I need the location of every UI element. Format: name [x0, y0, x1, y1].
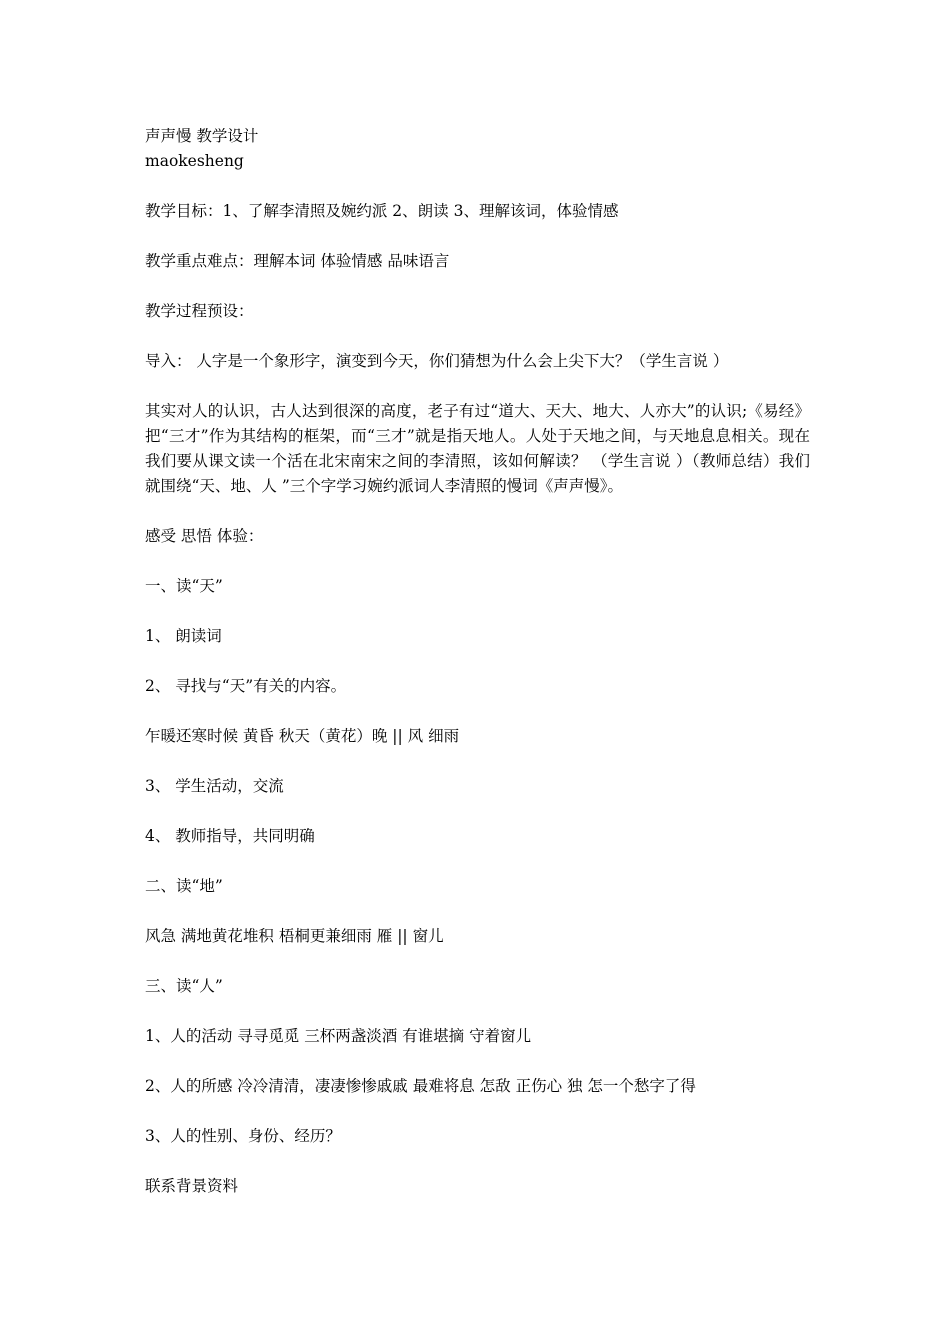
- list-item: 2、 寻找与“天”有关的内容。: [145, 677, 347, 695]
- paragraph-earth-content: 风急 满地黄花堆积 梧桐更兼细雨 雁 || 窗儿: [145, 927, 444, 945]
- paragraph-context-materials: 联系背景资料: [145, 1177, 239, 1195]
- paragraph-sky-content: 乍暖还寒时候 黄昏 秋天（黄花）晚 || 风 细雨: [145, 727, 460, 745]
- document-title: 声声慢 教学设计: [145, 127, 259, 145]
- list-item: 3、 学生活动，交流: [145, 777, 284, 795]
- paragraph-introduction: 导入： 人字是一个象形字，演变到今天，你们猜想为什么会上尖下大？（学生言说 ）: [145, 352, 729, 370]
- paragraph-key-points: 教学重点难点：理解本词 体验情感 品味语言: [145, 252, 450, 270]
- paragraph-experience-heading: 感受 思悟 体验：: [145, 527, 264, 545]
- section-heading-sky: 一、读“天”: [145, 577, 223, 595]
- section-heading-earth: 二、读“地”: [145, 877, 223, 895]
- paragraph-process-heading: 教学过程预设：: [145, 302, 254, 320]
- document-page: [145, 124, 810, 1199]
- list-item: 1、人的活动 寻寻觅觅 三杯两盏淡酒 有谁堪摘 守着窗儿: [145, 1027, 532, 1045]
- paragraph-teaching-goals: 教学目标：1、了解李清照及婉约派 2、朗读 3、理解该词，体验情感: [145, 202, 619, 220]
- list-item: 3、人的性别、身份、经历？: [145, 1127, 341, 1145]
- list-item: 4、 教师指导，共同明确: [145, 827, 315, 845]
- list-item: 1、 朗读词: [145, 627, 222, 645]
- title-block: [145, 124, 810, 174]
- list-item: 2、人的所感 冷冷清清，凄凄惨惨戚戚 最难将息 怎敌 正伤心 独 怎一个愁字了得: [145, 1077, 696, 1095]
- section-heading-person: 三、读“人”: [145, 977, 223, 995]
- paragraph-background: 其实对人的认识，古人达到很深的高度，老子有过“道大、天大、地大、人亦大”的认识;《易经》把“三才”作为其结构的框架，而“三才”就是指天地人。人处于天地之间，与天地息息相关。现在我们要从课文读一个活在北宋南宋之间的李清照，该如何解读？ （学生言说 ）（教师总结）我们就围绕“天、地、人 ”三个字学习婉约派词人李清照的慢词《声声慢》。: [145, 402, 810, 495]
- document-author: maokesheng: [145, 152, 244, 170]
